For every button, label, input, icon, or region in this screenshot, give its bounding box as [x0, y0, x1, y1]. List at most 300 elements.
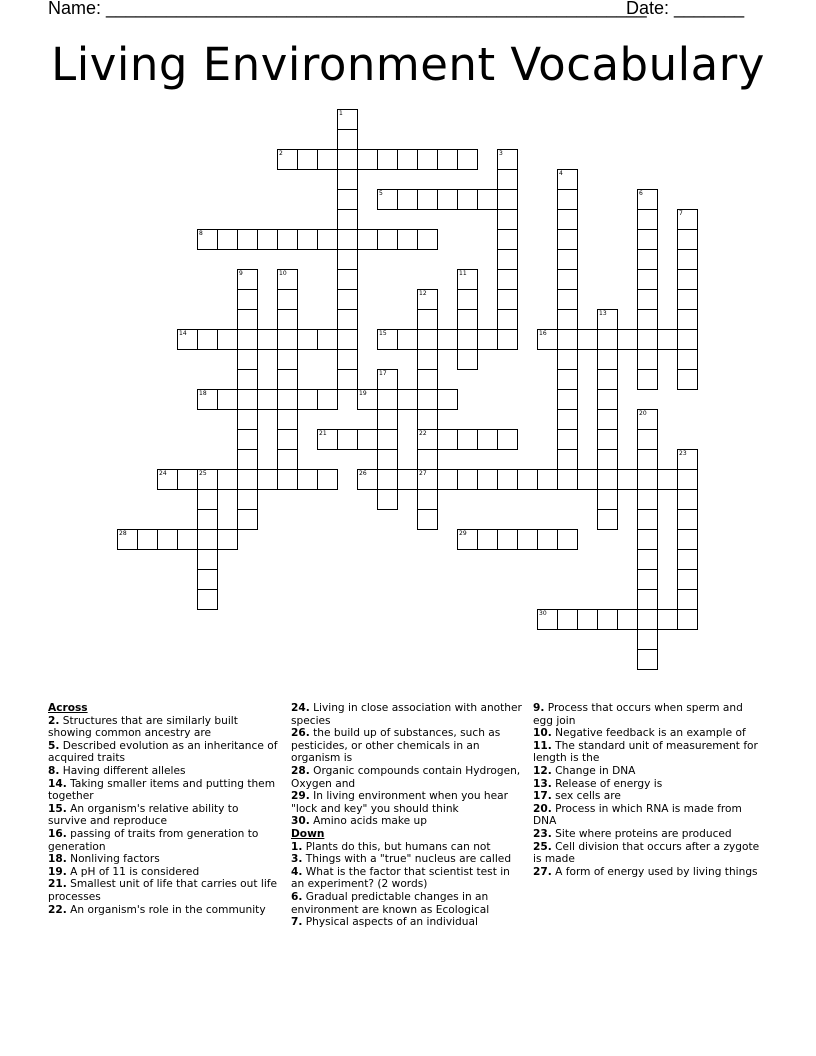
grid-cell[interactable] — [637, 609, 658, 630]
grid-cell[interactable] — [377, 409, 398, 430]
grid-cell[interactable] — [317, 329, 338, 350]
grid-cell[interactable] — [237, 349, 258, 370]
grid-cell[interactable] — [377, 189, 398, 210]
grid-cell[interactable] — [637, 289, 658, 310]
grid-cell[interactable] — [237, 429, 258, 450]
grid-cell[interactable] — [237, 509, 258, 530]
grid-cell[interactable] — [557, 349, 578, 370]
grid-cell[interactable] — [417, 449, 438, 470]
grid-cell[interactable] — [197, 549, 218, 570]
grid-cell[interactable] — [377, 369, 398, 390]
grid-cell[interactable] — [277, 229, 298, 250]
grid-cell[interactable] — [497, 429, 518, 450]
grid-cell[interactable] — [677, 509, 698, 530]
grid-cell[interactable] — [577, 329, 598, 350]
grid-cell[interactable] — [557, 529, 578, 550]
grid-cell[interactable] — [237, 309, 258, 330]
grid-cell[interactable] — [597, 409, 618, 430]
grid-cell[interactable] — [237, 229, 258, 250]
grid-cell[interactable] — [377, 489, 398, 510]
grid-cell[interactable] — [237, 329, 258, 350]
grid-cell[interactable] — [657, 329, 678, 350]
grid-cell[interactable] — [417, 429, 438, 450]
clue-number-label: 21. — [48, 878, 67, 891]
grid-cell[interactable] — [277, 269, 298, 290]
clue-item — [48, 878, 280, 903]
grid-cell[interactable] — [437, 149, 458, 170]
grid-cell[interactable] — [557, 209, 578, 230]
grid-cell[interactable] — [637, 489, 658, 510]
grid-cell[interactable] — [417, 489, 438, 510]
grid-cell[interactable] — [677, 269, 698, 290]
grid-cell[interactable] — [237, 489, 258, 510]
clue-number: 11 — [459, 270, 467, 277]
grid-cell[interactable] — [497, 469, 518, 490]
clue-item — [48, 904, 280, 917]
clue-number: 15 — [379, 330, 387, 337]
grid-cell[interactable] — [257, 389, 278, 410]
grid-cell[interactable] — [197, 329, 218, 350]
clue-item — [533, 866, 765, 879]
grid-cell[interactable] — [677, 469, 698, 490]
grid-cell[interactable] — [397, 389, 418, 410]
grid-cell[interactable] — [277, 429, 298, 450]
name-field[interactable]: Name: ______________________________________________________ — [48, 0, 647, 18]
grid-cell[interactable] — [557, 269, 578, 290]
grid-cell[interactable] — [317, 429, 338, 450]
grid-cell[interactable] — [137, 529, 158, 550]
grid-cell[interactable] — [297, 149, 318, 170]
grid-cell[interactable] — [417, 369, 438, 390]
grid-cell[interactable] — [637, 269, 658, 290]
grid-cell[interactable] — [217, 389, 238, 410]
grid-cell[interactable] — [357, 229, 378, 250]
grid-cell[interactable] — [437, 469, 458, 490]
grid-cell[interactable] — [217, 529, 238, 550]
grid-cell[interactable] — [457, 269, 478, 290]
grid-cell[interactable] — [597, 509, 618, 530]
grid-cell[interactable] — [497, 229, 518, 250]
grid-cell[interactable] — [377, 429, 398, 450]
grid-cell[interactable] — [677, 449, 698, 470]
grid-cell[interactable] — [397, 149, 418, 170]
down-header: Down — [291, 827, 325, 840]
grid-cell[interactable] — [637, 529, 658, 550]
grid-cell[interactable] — [317, 469, 338, 490]
grid-cell[interactable] — [597, 609, 618, 630]
grid-cell[interactable] — [477, 529, 498, 550]
grid-cell[interactable] — [397, 189, 418, 210]
grid-cell[interactable] — [257, 329, 278, 350]
grid-cell[interactable] — [337, 329, 358, 350]
grid-cell[interactable] — [237, 389, 258, 410]
clue-number-label: 4. — [291, 865, 303, 878]
grid-cell[interactable] — [417, 309, 438, 330]
grid-cell[interactable] — [297, 329, 318, 350]
grid-cell[interactable] — [637, 329, 658, 350]
grid-cell[interactable] — [677, 349, 698, 370]
clue-number-label: 22. — [48, 903, 67, 916]
grid-cell[interactable] — [677, 589, 698, 610]
grid-cell[interactable] — [557, 609, 578, 630]
grid-cell[interactable] — [337, 289, 358, 310]
grid-cell[interactable] — [557, 309, 578, 330]
grid-cell[interactable] — [637, 369, 658, 390]
grid-cell[interactable] — [637, 549, 658, 570]
grid-cell[interactable] — [337, 229, 358, 250]
grid-cell[interactable] — [497, 209, 518, 230]
grid-cell[interactable] — [517, 469, 538, 490]
grid-cell[interactable] — [357, 149, 378, 170]
grid-cell[interactable] — [437, 189, 458, 210]
grid-cell[interactable] — [637, 589, 658, 610]
grid-cell[interactable] — [357, 429, 378, 450]
grid-cell[interactable] — [557, 249, 578, 270]
grid-cell[interactable] — [417, 409, 438, 430]
grid-cell[interactable] — [337, 209, 358, 230]
grid-cell[interactable] — [417, 389, 438, 410]
grid-cell[interactable] — [497, 149, 518, 170]
grid-cell[interactable] — [597, 369, 618, 390]
grid-cell[interactable] — [637, 249, 658, 270]
grid-cell[interactable] — [457, 429, 478, 450]
grid-cell[interactable] — [657, 609, 678, 630]
grid-cell[interactable] — [637, 469, 658, 490]
grid-cell[interactable] — [237, 469, 258, 490]
grid-cell[interactable] — [637, 209, 658, 230]
grid-cell[interactable] — [177, 529, 198, 550]
clue-item — [533, 803, 765, 828]
grid-cell[interactable] — [437, 329, 458, 350]
clue-number-label: 1. — [291, 840, 303, 853]
grid-cell[interactable] — [677, 529, 698, 550]
grid-cell[interactable] — [357, 469, 378, 490]
clue-number: 12 — [419, 290, 427, 297]
grid-cell[interactable] — [637, 629, 658, 650]
grid-cell[interactable] — [217, 469, 238, 490]
clue-number-label: 19. — [48, 865, 67, 878]
clue-text: Physical aspects of an individual — [302, 916, 478, 929]
grid-cell[interactable] — [397, 469, 418, 490]
grid-cell[interactable] — [237, 369, 258, 390]
grid-cell[interactable] — [437, 389, 458, 410]
grid-cell[interactable] — [237, 449, 258, 470]
grid-cell[interactable] — [457, 309, 478, 330]
grid-cell[interactable] — [197, 569, 218, 590]
clue-text: Gradual predictable changes in an environment are known as Ecological — [291, 890, 490, 916]
clue-number-label: 29. — [291, 790, 310, 803]
grid-cell[interactable] — [277, 449, 298, 470]
grid-cell[interactable] — [337, 249, 358, 270]
grid-cell[interactable] — [337, 309, 358, 330]
clue-number-label: 26. — [291, 727, 310, 740]
grid-cell[interactable] — [197, 389, 218, 410]
grid-cell[interactable] — [337, 169, 358, 190]
grid-cell[interactable] — [577, 609, 598, 630]
grid-cell[interactable] — [597, 349, 618, 370]
grid-cell[interactable] — [277, 149, 298, 170]
grid-cell[interactable] — [517, 529, 538, 550]
grid-cell[interactable] — [457, 149, 478, 170]
clue-number: 1 — [339, 110, 343, 117]
grid-cell[interactable] — [237, 289, 258, 310]
grid-cell[interactable] — [617, 329, 638, 350]
grid-cell[interactable] — [557, 429, 578, 450]
clue-item — [533, 790, 765, 803]
grid-cell[interactable] — [197, 489, 218, 510]
grid-cell[interactable] — [417, 289, 438, 310]
clue-number-label: 16. — [48, 827, 67, 840]
grid-cell[interactable] — [277, 289, 298, 310]
grid-cell[interactable] — [577, 469, 598, 490]
grid-cell[interactable] — [597, 389, 618, 410]
clue-item — [48, 715, 280, 740]
grid-cell[interactable] — [497, 329, 518, 350]
clue-text: What is the factor that scientist test in an experiment? (2 words) — [291, 865, 510, 891]
grid-cell[interactable] — [677, 369, 698, 390]
clue-item — [533, 702, 765, 727]
clue-number: 17 — [379, 370, 387, 377]
grid-cell[interactable] — [317, 149, 338, 170]
clue-item — [291, 702, 523, 727]
grid-cell[interactable] — [397, 329, 418, 350]
grid-cell[interactable] — [677, 249, 698, 270]
grid-cell[interactable] — [377, 469, 398, 490]
clues-column-2 — [291, 702, 523, 929]
clue-number: 30 — [539, 610, 547, 617]
grid-cell[interactable] — [297, 469, 318, 490]
grid-cell[interactable] — [337, 349, 358, 370]
grid-cell[interactable] — [417, 189, 438, 210]
grid-cell[interactable] — [417, 349, 438, 370]
grid-cell[interactable] — [597, 489, 618, 510]
grid-cell[interactable] — [497, 189, 518, 210]
grid-cell[interactable] — [677, 549, 698, 570]
grid-cell[interactable] — [477, 189, 498, 210]
grid-cell[interactable] — [617, 609, 638, 630]
grid-cell[interactable] — [377, 449, 398, 470]
grid-cell[interactable] — [557, 329, 578, 350]
clue-item — [291, 841, 523, 854]
clue-number: 7 — [679, 210, 683, 217]
grid-cell[interactable] — [557, 169, 578, 190]
grid-cell[interactable] — [337, 189, 358, 210]
grid-cell[interactable] — [377, 389, 398, 410]
clue-text: passing of traits from generation to generation — [48, 827, 259, 853]
grid-cell[interactable] — [337, 129, 358, 150]
clue-number-label: 20. — [533, 802, 552, 815]
grid-cell[interactable] — [297, 389, 318, 410]
clue-number: 6 — [639, 190, 643, 197]
grid-cell[interactable] — [457, 469, 478, 490]
clue-number: 21 — [319, 430, 327, 437]
grid-cell[interactable] — [377, 329, 398, 350]
clue-number-label: 6. — [291, 890, 303, 903]
grid-cell[interactable] — [377, 149, 398, 170]
grid-cell[interactable] — [177, 469, 198, 490]
grid-cell[interactable] — [277, 389, 298, 410]
grid-cell[interactable] — [557, 289, 578, 310]
clue-item — [533, 841, 765, 866]
grid-cell[interactable] — [417, 509, 438, 530]
grid-cell[interactable] — [637, 409, 658, 430]
grid-cell[interactable] — [397, 229, 418, 250]
grid-cell[interactable] — [677, 309, 698, 330]
grid-cell[interactable] — [277, 369, 298, 390]
grid-cell[interactable] — [217, 229, 238, 250]
clue-number-label: 13. — [533, 777, 552, 790]
grid-cell[interactable] — [677, 609, 698, 630]
clue-item — [533, 828, 765, 841]
grid-cell[interactable] — [557, 229, 578, 250]
grid-cell[interactable] — [157, 469, 178, 490]
grid-cell[interactable] — [277, 409, 298, 430]
clue-number-label: 15. — [48, 802, 67, 815]
clue-number-label: 7. — [291, 916, 303, 929]
clue-number-label: 17. — [533, 790, 552, 803]
clue-item — [48, 866, 280, 879]
grid-cell[interactable] — [197, 589, 218, 610]
grid-cell[interactable] — [637, 649, 658, 670]
grid-cell[interactable] — [677, 209, 698, 230]
grid-cell[interactable] — [457, 329, 478, 350]
grid-cell[interactable] — [537, 469, 558, 490]
grid-cell[interactable] — [337, 369, 358, 390]
grid-cell[interactable] — [177, 329, 198, 350]
grid-cell[interactable] — [237, 409, 258, 430]
clue-number: 25 — [199, 470, 207, 477]
grid-cell[interactable] — [457, 289, 478, 310]
clues-column-1 — [48, 702, 280, 916]
grid-cell[interactable] — [337, 149, 358, 170]
grid-cell[interactable] — [497, 169, 518, 190]
clue-number-label: 25. — [533, 840, 552, 853]
clue-text: Things with a "true" nucleus are called — [302, 853, 512, 866]
grid-cell[interactable] — [557, 189, 578, 210]
clue-number-label: 11. — [533, 739, 552, 752]
grid-cell[interactable] — [457, 529, 478, 550]
clues-column-3 — [533, 702, 765, 878]
grid-cell[interactable] — [597, 309, 618, 330]
grid-cell[interactable] — [597, 429, 618, 450]
clue-text: Release of energy is — [551, 777, 663, 790]
grid-cell[interactable] — [377, 229, 398, 250]
grid-cell[interactable] — [497, 289, 518, 310]
grid-cell[interactable] — [637, 449, 658, 470]
grid-cell[interactable] — [637, 349, 658, 370]
grid-cell[interactable] — [317, 389, 338, 410]
grid-cell[interactable] — [557, 369, 578, 390]
grid-cell[interactable] — [197, 509, 218, 530]
grid-cell[interactable] — [637, 229, 658, 250]
grid-cell[interactable] — [197, 529, 218, 550]
grid-cell[interactable] — [497, 269, 518, 290]
grid-cell[interactable] — [557, 449, 578, 470]
grid-cell[interactable] — [597, 469, 618, 490]
grid-cell[interactable] — [497, 309, 518, 330]
clue-item — [533, 778, 765, 791]
grid-cell[interactable] — [417, 469, 438, 490]
grid-cell[interactable] — [677, 569, 698, 590]
clue-item — [291, 853, 523, 866]
clue-text: the build up of substances, such as pesticides, or other chemicals in an organism is — [291, 727, 501, 765]
grid-cell[interactable] — [117, 529, 138, 550]
grid-cell[interactable] — [537, 609, 558, 630]
grid-cell[interactable] — [337, 269, 358, 290]
grid-cell[interactable] — [297, 229, 318, 250]
grid-cell[interactable] — [477, 429, 498, 450]
clue-text: A form of energy used by living things — [551, 865, 758, 878]
grid-cell[interactable] — [637, 509, 658, 530]
grid-cell[interactable] — [437, 429, 458, 450]
grid-cell[interactable] — [337, 429, 358, 450]
clue-item — [533, 765, 765, 778]
grid-cell[interactable] — [197, 229, 218, 250]
clue-text: Process that occurs when sperm and egg join — [533, 702, 743, 727]
grid-cell[interactable] — [237, 269, 258, 290]
clue-text: The standard unit of measurement for length is the — [533, 739, 758, 765]
grid-cell[interactable] — [657, 469, 678, 490]
grid-cell[interactable] — [317, 229, 338, 250]
grid-cell[interactable] — [357, 389, 378, 410]
grid-cell[interactable] — [277, 329, 298, 350]
grid-cell[interactable] — [497, 529, 518, 550]
clue-text: A pH of 11 is considered — [66, 865, 200, 878]
grid-cell[interactable] — [277, 309, 298, 330]
grid-cell[interactable] — [257, 469, 278, 490]
grid-cell[interactable] — [637, 309, 658, 330]
clue-number-label: 12. — [533, 764, 552, 777]
grid-cell[interactable] — [477, 329, 498, 350]
grid-cell[interactable] — [417, 149, 438, 170]
clue-item — [48, 778, 280, 803]
grid-cell[interactable] — [157, 529, 178, 550]
grid-cell[interactable] — [197, 469, 218, 490]
grid-cell[interactable] — [557, 409, 578, 430]
grid-cell[interactable] — [417, 229, 438, 250]
grid-cell[interactable] — [677, 329, 698, 350]
clue-number: 19 — [359, 390, 367, 397]
grid-cell[interactable] — [617, 469, 638, 490]
grid-cell[interactable] — [637, 569, 658, 590]
grid-cell[interactable] — [217, 329, 238, 350]
grid-cell[interactable] — [597, 329, 618, 350]
grid-cell[interactable] — [257, 229, 278, 250]
grid-cell[interactable] — [557, 469, 578, 490]
grid-cell[interactable] — [537, 329, 558, 350]
grid-cell[interactable] — [537, 529, 558, 550]
grid-cell[interactable] — [417, 329, 438, 350]
grid-cell[interactable] — [457, 189, 478, 210]
grid-cell[interactable] — [677, 289, 698, 310]
grid-cell[interactable] — [277, 349, 298, 370]
grid-cell[interactable] — [597, 449, 618, 470]
grid-cell[interactable] — [497, 249, 518, 270]
grid-cell[interactable] — [277, 469, 298, 490]
grid-cell[interactable] — [477, 469, 498, 490]
grid-cell[interactable] — [637, 429, 658, 450]
clue-number: 8 — [199, 230, 203, 237]
grid-cell[interactable] — [637, 189, 658, 210]
date-field[interactable]: Date: _______ — [626, 0, 745, 18]
grid-cell[interactable] — [677, 489, 698, 510]
grid-cell[interactable] — [677, 229, 698, 250]
grid-cell[interactable] — [337, 109, 358, 130]
grid-cell[interactable] — [457, 349, 478, 370]
grid-cell[interactable] — [557, 389, 578, 410]
clue-text: An organism's relative ability to survive and reproduce — [48, 802, 239, 828]
clue-text: Amino acids make up — [309, 815, 427, 828]
